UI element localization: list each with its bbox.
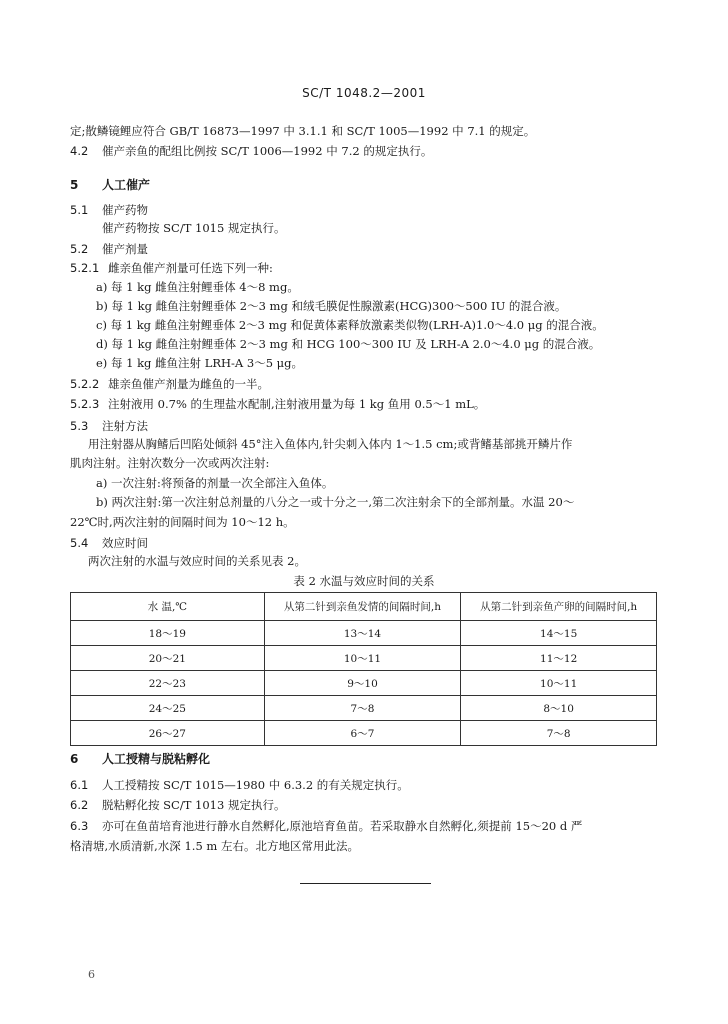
list-item: a) 一次注射:将预备的剂量一次全部注入鱼体。 xyxy=(96,476,334,490)
clause-number: 5.2 xyxy=(70,242,89,256)
clause-text: 脱粘孵化按 SC/T 1013 规定执行。 xyxy=(102,798,286,812)
document-header: SC/T 1048.2—2001 xyxy=(302,86,426,100)
end-rule xyxy=(300,883,431,884)
clause-number: 5.4 xyxy=(70,536,89,550)
clause-6-1 xyxy=(70,778,409,792)
cell-estrus: 6～7 xyxy=(264,721,461,746)
header-water-temp: 水 温,℃ xyxy=(71,593,265,621)
cell-temp: 24～25 xyxy=(71,696,265,721)
clause-5-4-text: 两次注射的水温与效应时间的关系见表 2。 xyxy=(88,554,306,568)
clause-5-3-heading xyxy=(70,418,148,434)
clause-5-2-1 xyxy=(70,261,273,275)
paragraph-line: 用注射器从胸鳍后凹陷处倾斜 45°注入鱼体内,针尖刺入体内 1～1.5 cm;或背鳍基部挑开鳞片作 xyxy=(88,437,573,451)
paragraph-continued: 定;散鳞镜鲤应符合 GB/T 16873—1997 中 3.1.1 和 SC/T 1005—1992 中 7.1 的规定。 xyxy=(70,124,536,138)
clause-number: 5.2.1 xyxy=(70,261,100,275)
cell-spawning: 7～8 xyxy=(461,721,657,746)
clause-number: 5.3 xyxy=(70,419,89,433)
section-number: 6 xyxy=(70,752,79,766)
page-number: 6 xyxy=(88,968,95,981)
clause-5-4-heading xyxy=(70,535,148,551)
table-row xyxy=(71,646,657,671)
list-item: b) 两次注射:第一次注射总剂量的八分之一或十分之一,第二次注射余下的全部剂量。水温 20～ xyxy=(96,495,575,509)
clause-number: 5.2.3 xyxy=(70,397,100,411)
clause-number: 6.2 xyxy=(70,798,89,812)
cell-estrus: 10～11 xyxy=(264,646,461,671)
clause-title: 催产药物 xyxy=(102,203,148,217)
section-title: 人工催产 xyxy=(102,178,151,192)
clause-number: 4.2 xyxy=(70,144,89,158)
clause-5-1-heading xyxy=(70,202,148,218)
clause-number: 6.3 xyxy=(70,819,89,833)
list-item: e) 每 1 kg 雌鱼注射 LRH-A 3～5 μg。 xyxy=(96,356,304,370)
clause-5-2-3 xyxy=(70,397,485,411)
header-estrus-interval: 从第二针到亲鱼发情的间隔时间,h xyxy=(264,593,461,621)
list-item: c) 每 1 kg 雌鱼注射鲤垂体 2～3 mg 和促黄体素释放激素类似物(LRH-A)1.0～4.0 μg 的混合液。 xyxy=(96,318,604,332)
clause-5-2-heading xyxy=(70,241,148,257)
table-row xyxy=(71,671,657,696)
cell-temp: 18～19 xyxy=(71,621,265,646)
cell-spawning: 8～10 xyxy=(461,696,657,721)
section-5-heading xyxy=(70,176,150,193)
table-caption: 表 2 水温与效应时间的关系 xyxy=(293,574,435,588)
cell-temp: 22～23 xyxy=(71,671,265,696)
clause-text: 雄亲鱼催产剂量为雌鱼的一半。 xyxy=(108,377,269,391)
cell-temp: 26～27 xyxy=(71,721,265,746)
table-row xyxy=(71,721,657,746)
clause-number: 5.1 xyxy=(70,203,89,217)
clause-4-2 xyxy=(70,144,432,158)
list-item: b) 每 1 kg 雌鱼注射鲤垂体 2～3 mg 和绒毛膜促性腺激素(HCG)300～500 IU 的混合液。 xyxy=(96,299,567,313)
table-header-row xyxy=(71,593,657,621)
paragraph-line: 肌肉注射。注射次数分一次或两次注射: xyxy=(70,456,270,470)
section-title: 人工授精与脱粘孵化 xyxy=(102,752,211,766)
clause-text: 人工授精按 SC/T 1015—1980 中 6.3.2 的有关规定执行。 xyxy=(102,778,409,792)
cell-spawning: 11～12 xyxy=(461,646,657,671)
cell-spawning: 10～11 xyxy=(461,671,657,696)
clause-5-1-text: 催产药物按 SC/T 1015 规定执行。 xyxy=(102,221,286,235)
list-item: d) 每 1 kg 雌鱼注射鲤垂体 2～3 mg 和 HCG 100～300 IU 及 LRH-A 2.0～4.0 μg 的混合液。 xyxy=(96,337,601,351)
clause-number: 5.2.2 xyxy=(70,377,100,391)
list-item-continued: 22℃时,两次注射的间隔时间为 10～12 h。 xyxy=(70,515,295,529)
clause-title: 注射方法 xyxy=(102,419,148,433)
clause-6-2 xyxy=(70,798,285,812)
clause-text: 亦可在鱼苗培育池进行静水自然孵化,原池培育鱼苗。若采取静水自然孵化,须提前 15～20 d 严 xyxy=(102,819,583,833)
clause-text: 注射液用 0.7% 的生理盐水配制,注射液用量为每 1 kg 鱼用 0.5～1 mL。 xyxy=(108,397,486,411)
clause-number: 6.1 xyxy=(70,778,89,792)
clause-text: 催产亲鱼的配组比例按 SC/T 1006—1992 中 7.2 的规定执行。 xyxy=(102,144,433,158)
list-item: a) 每 1 kg 雌鱼注射鲤垂体 4～8 mg。 xyxy=(96,280,299,294)
clause-5-2-2 xyxy=(70,377,269,391)
cell-estrus: 9～10 xyxy=(264,671,461,696)
table-row xyxy=(71,621,657,646)
table-row xyxy=(71,696,657,721)
clause-text: 雌亲鱼催产剂量可任选下列一种: xyxy=(108,261,273,275)
clause-6-3 xyxy=(70,819,582,833)
section-number: 5 xyxy=(70,178,79,192)
clause-title: 效应时间 xyxy=(102,536,148,550)
section-6-heading xyxy=(70,750,210,767)
cell-temp: 20～21 xyxy=(71,646,265,671)
cell-spawning: 14～15 xyxy=(461,621,657,646)
header-spawning-interval: 从第二针到亲鱼产卵的间隔时间,h xyxy=(461,593,657,621)
cell-estrus: 13～14 xyxy=(264,621,461,646)
clause-6-3-continued: 格清塘,水质清新,水深 1.5 m 左右。北方地区常用此法。 xyxy=(70,839,359,853)
table-2 xyxy=(70,592,657,746)
cell-estrus: 7～8 xyxy=(264,696,461,721)
clause-title: 催产剂量 xyxy=(102,242,148,256)
